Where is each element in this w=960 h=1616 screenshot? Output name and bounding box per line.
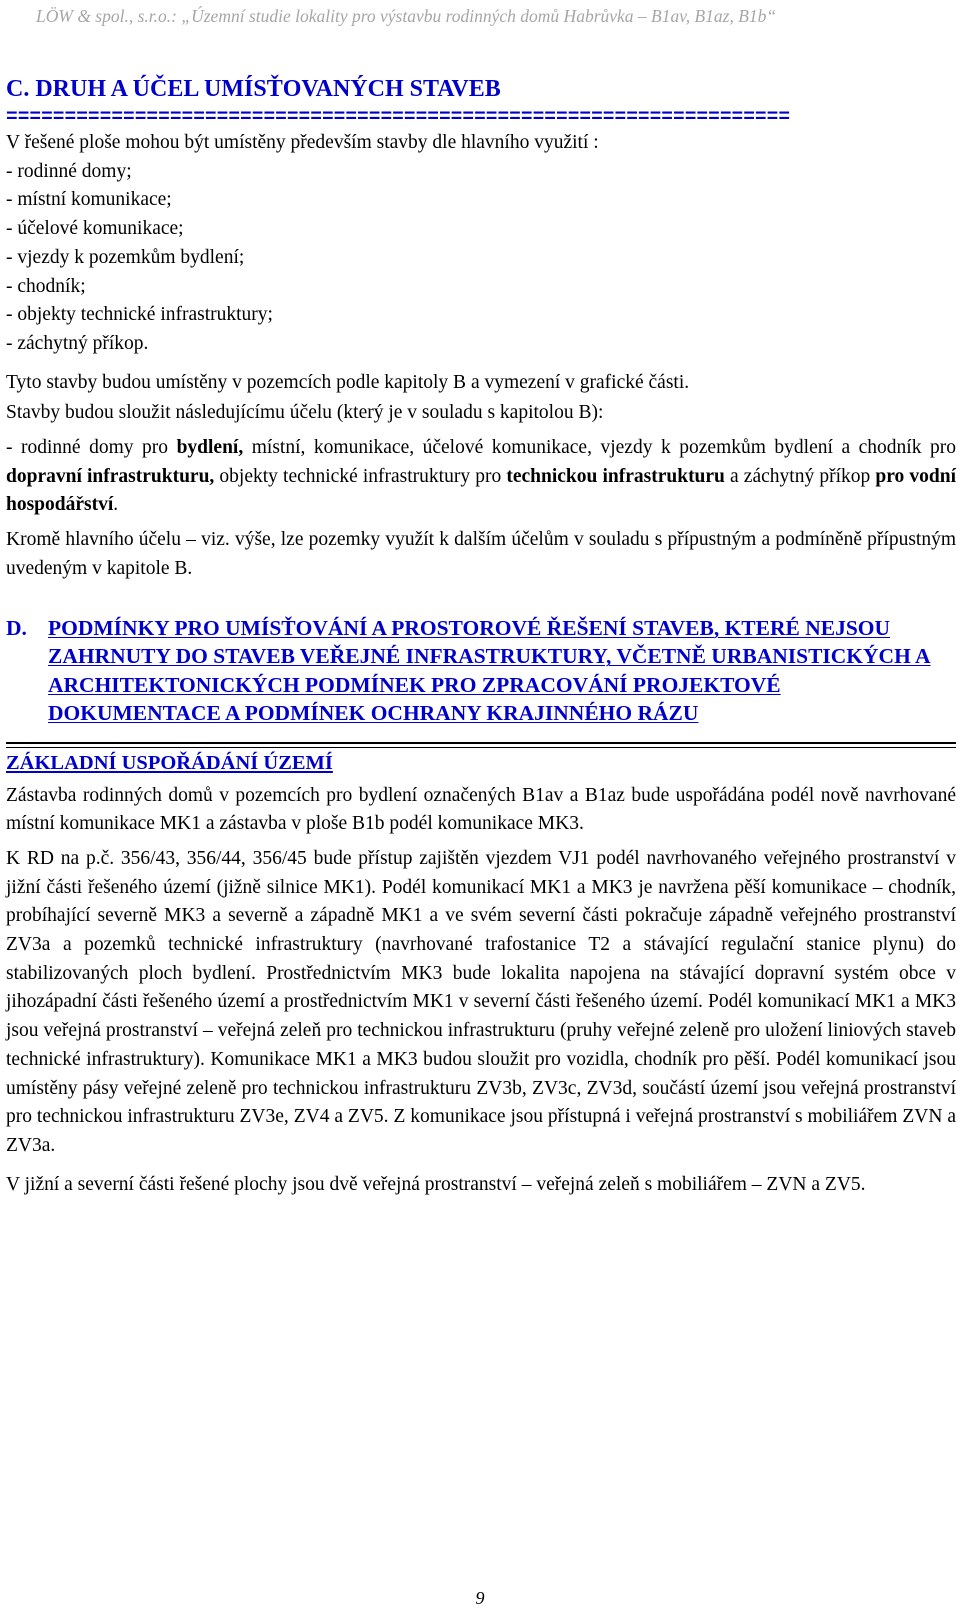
building-types-list	[6, 158, 956, 359]
section-c-title: C. DRUH A ÚČEL UMÍSŤOVANÝCH STAVEB	[6, 76, 501, 102]
section-c-separator: ===================================================================	[6, 107, 791, 127]
purpose-intro: Stavby budou sloužit následujícímu účelu (který je v souladu s kapitolou B):	[6, 402, 604, 424]
bold-run: pro vodní hospodářství	[6, 465, 956, 516]
layout-paragraph-1: Zástavba rodinných domů v pozemcích pro bydlení označených B1av a B1az bude uspořádána podél nově navrhované místní komunikace MK1 a zástavba v ploše B1b podél komunikace MK3.	[6, 784, 956, 835]
page-content	[6, 73, 956, 1199]
running-header: LÖW & spol., s.r.o.: „Územní studie lokality pro výstavbu rodinných domů Habrůvka – B1av, B1az, B1b“	[36, 6, 777, 26]
list-item: - vjezdy k pozemkům bydlení;	[6, 246, 245, 268]
page-number: 9	[475, 1588, 485, 1608]
other-use-paragraph: Kromě hlavního účelu – viz. výše, lze pozemky využít k dalším účelům v souladu s přípustným a podmíněně přípustným uvedeným v kapitole B.	[6, 529, 956, 579]
list-item: - záchytný příkop.	[6, 332, 149, 354]
layout-paragraph-2: K RD na p.č. 356/43, 356/44, 356/45 bude přístup zajištěn vjezdem VJ1 podél navrhovaného veřejného prostranství v jižní části řešeného území (jižně silnice MK1). Podél komunikací MK1 a MK3 je navržena pěší komunikace – chodník, probíhající severně MK3 a severně a západně MK1 a ve svém severní části pokračuje západně veřejného prostranství ZV3a a pozemků technické infrastruktury (navrhované trafostanice T2 a stávající regulační stanice plynu) do stabilizovaných ploch bydlení. Prostřednictvím MK3 bude lokalita napojena na stávající dopravní systém obce v jihozápadní části řešeného území a prostřednictvím MK1 v severní části řešeného území. Podél komunikací MK1 a MK3 jsou veřejná prostranství – veřejná zeleň pro technickou infrastrukturu (pruhy veřejné zeleně pro uložení liniových staveb technické infrastruktury). Komunikace MK1 a MK3 budou sloužit pro vozidla, chodník pro pěší. Podél komunikací jsou umístěny pásy veřejné zeleně pro technickou infrastrukturu ZV3b, ZV3c, ZV3d, součástí území jsou veřejná prostranství pro technickou infrastrukturu ZV3e, ZV4 a ZV5. Z komunikace jsou přístupná i veřejná prostranství s mobiliářem ZVN a ZV3a.	[6, 847, 956, 1156]
list-item: - objekty technické infrastruktury;	[6, 304, 273, 326]
text-run: místní, komunikace, účelové komunikace, vjezdy k pozemkům bydlení a chodník pro	[243, 437, 956, 459]
bold-run: dopravní infrastrukturu,	[6, 465, 215, 487]
text-run: .	[113, 494, 119, 516]
list-item: - rodinné domy;	[6, 160, 132, 182]
section-d-heading	[6, 614, 956, 728]
text-run: - rodinné domy pro	[6, 437, 177, 459]
list-item: - místní komunikace;	[6, 189, 172, 211]
bold-run: bydlení,	[176, 437, 244, 459]
text-run: objekty technické infrastruktury pro	[214, 465, 507, 487]
layout-paragraph-3: V jižní a severní části řešené plochy jsou dvě veřejná prostranství – veřejná zeleň s mobiliářem – ZVN a ZV5.	[6, 1173, 866, 1195]
purpose-paragraph	[6, 434, 956, 520]
list-item: - účelové komunikace;	[6, 218, 184, 240]
section-d-number: D.	[6, 615, 27, 640]
section-d-title: PODMÍNKY PRO UMÍSŤOVÁNÍ A PROSTOROVÉ ŘEŠENÍ STAVEB, KTERÉ NEJSOU ZAHRNUTY DO STAVEB VEŘEJNÉ INFRASTRUKTURY, VČETNĚ URBANISTICKÝCH A ARCHITEKTONICKÝCH PODMÍNEK PRO ZPRACOVÁNÍ PROJEKTOVÉ DOKUMENTACE A PODMÍNEK OCHRANY KRAJINNÉHO RÁZU	[48, 615, 931, 726]
text-run: a záchytný příkop	[724, 465, 876, 487]
subheading-basic-layout: ZÁKLADNÍ USPOŘÁDÁNÍ ÚZEMÍ	[6, 751, 333, 774]
list-item: - chodník;	[6, 275, 86, 297]
placement-paragraph: Tyto stavby budou umístěny v pozemcích podle kapitoly B a vymezení v grafické části.	[6, 371, 690, 393]
bold-run: technickou infrastrukturu	[506, 465, 725, 487]
section-c-intro: V řešené ploše mohou být umístěny především stavby dle hlavního využití :	[6, 132, 599, 153]
